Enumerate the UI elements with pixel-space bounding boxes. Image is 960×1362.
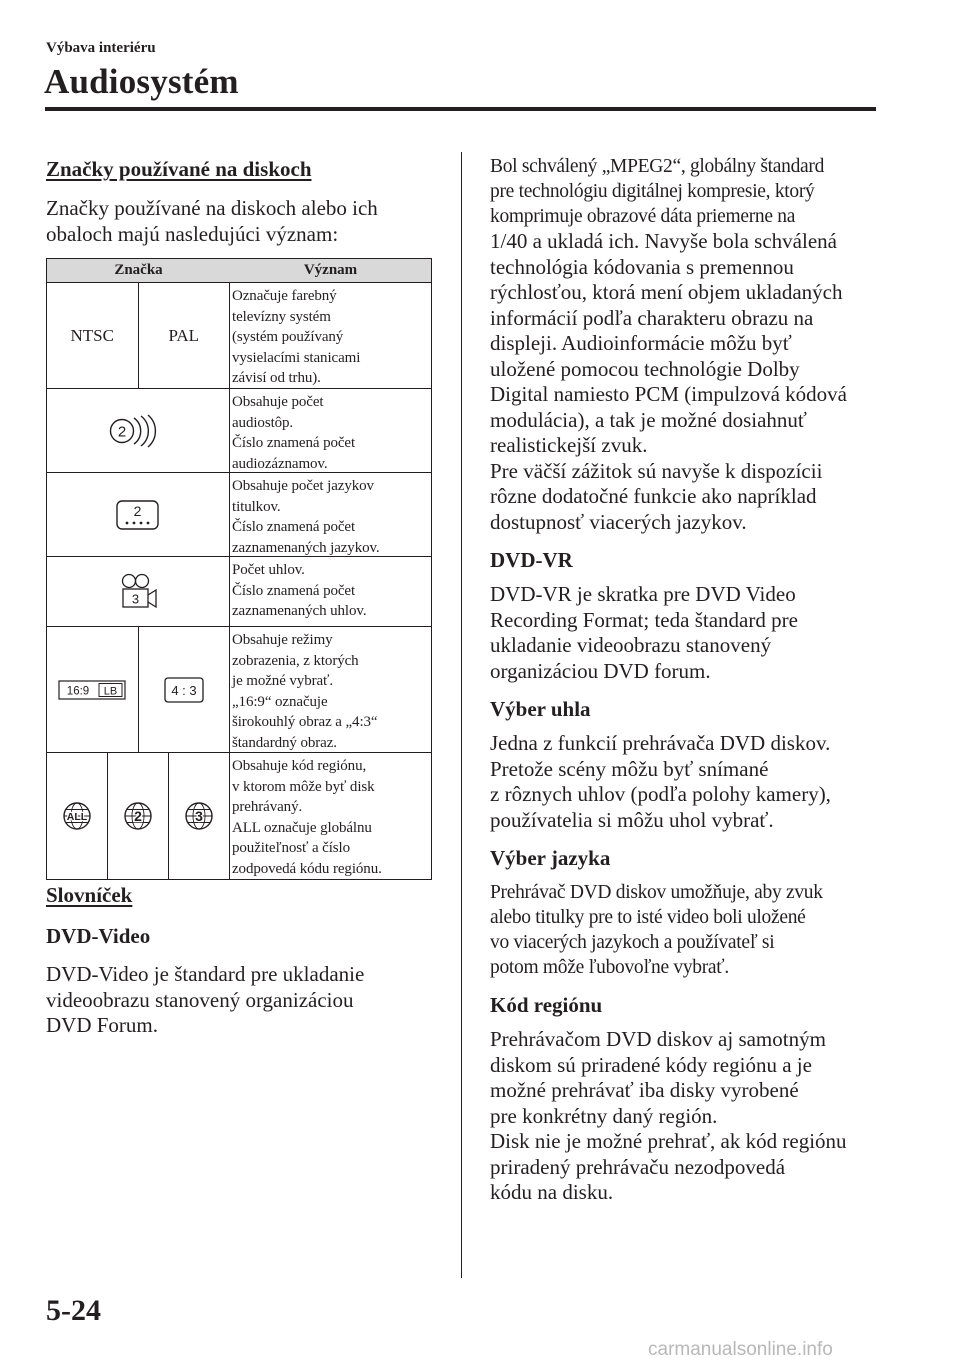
table-row <box>47 557 431 627</box>
region-text <box>490 1027 882 1206</box>
dvd-video-text <box>46 962 434 1039</box>
text-line: Číslo znamená počet <box>232 582 356 599</box>
text-line: je možné vybrať. <box>232 673 334 689</box>
marks-table <box>46 258 432 880</box>
text-line: Jedna z funkcií prehrávača DVD diskov. <box>490 731 831 755</box>
text-line: použiteľnosť a číslo <box>232 840 350 856</box>
text-line: Prehrávačom DVD diskov aj samotným <box>490 1027 826 1051</box>
svg-text:3: 3 <box>195 808 203 824</box>
dvd-vr-heading: DVD-VR <box>490 548 573 572</box>
text-line: širokouhlý obraz a „4:3“ <box>232 714 378 730</box>
pal-label: PAL <box>138 283 230 388</box>
text-line: Číslo znamená počet <box>232 519 356 535</box>
text-line: vo viacerých jazykoch a používateľ si <box>490 932 775 953</box>
text-line: Číslo znamená počet <box>232 435 356 451</box>
column-header-meaning: Význam <box>303 262 358 278</box>
text-line: audiozáznamov. <box>232 455 328 472</box>
section-label: Výbava interiéru <box>46 40 156 56</box>
svg-text:4 : 3: 4 : 3 <box>171 682 197 698</box>
widescreen-icon <box>47 627 138 752</box>
meaning-cell <box>230 283 431 388</box>
text-line: štandardný obraz. <box>232 734 337 751</box>
text-line: ukladanie videoobrazu stanovený <box>490 633 772 657</box>
table-row <box>47 283 431 389</box>
watermark: carmanualsonline.info <box>648 1339 833 1360</box>
text-line: zodpovedá kódu regiónu. <box>232 860 382 877</box>
text-line: Digital namiesto PCM (impulzová kódová <box>490 382 847 406</box>
text-line: televízny systém <box>232 308 331 325</box>
region-3-globe-icon <box>168 753 229 879</box>
right-column <box>490 154 882 1206</box>
page-title: Audiosystém <box>44 62 239 101</box>
text-line: Recording Format; teda štandard pre <box>490 607 798 632</box>
text-line: Obsahuje kód regiónu, <box>232 758 367 774</box>
text-line: Obsahuje počet jazykov <box>232 478 374 494</box>
dvd-video-heading: DVD-Video <box>46 924 151 948</box>
svg-text:2: 2 <box>133 502 142 519</box>
text-line: alebo titulky pre to isté video boli uložené <box>490 907 806 928</box>
table-row <box>47 627 431 753</box>
text-line: „16:9“ označuje <box>232 693 328 710</box>
text-line: realistickejší zvuk. <box>490 433 648 457</box>
table-header <box>47 259 431 283</box>
text-line: používatelia si môžu uhol vybrať. <box>490 807 774 832</box>
angle-heading: Výber uhla <box>490 697 591 721</box>
meaning-cell <box>230 557 431 626</box>
marks-heading: Značky používané na diskoch <box>46 157 312 181</box>
text-line: uložené pomocou technológie Dolby <box>490 356 800 381</box>
svg-text:2: 2 <box>134 808 142 824</box>
svg-text:3: 3 <box>131 591 140 606</box>
text-line: pre technológiu digitálnej kompresie, ktorý <box>490 181 815 202</box>
language-text <box>490 880 882 980</box>
angle-text <box>490 731 882 833</box>
table-row <box>47 389 431 473</box>
audio-tracks-icon <box>47 389 229 472</box>
camera-angles-icon <box>47 557 229 626</box>
region-all-globe-icon <box>47 753 107 879</box>
text-line: závisí od trhu). <box>232 370 321 386</box>
text-line: Disk nie je možné prehrať, ak kód regiónu <box>490 1129 847 1153</box>
text-line: Obsahuje režimy <box>232 632 333 648</box>
text-line: rôzne dodatočné funkcie ako napríklad <box>490 484 817 508</box>
text-line: technológia kódovania s premennou <box>490 254 794 279</box>
meaning-cell <box>230 753 431 879</box>
text-line: obaloch majú nasledujúci význam: <box>46 221 339 246</box>
text-line: modulácia), a tak je možné dosiahnuť <box>490 407 807 432</box>
text-line: potom môže ľubovoľne vybrať. <box>490 957 729 978</box>
mark-cell <box>47 389 230 472</box>
text-line: (systém používaný <box>232 329 344 345</box>
text-line: kódu na disku. <box>490 1180 614 1204</box>
text-line: rýchlosťou, ktorá mení objem ukladaných <box>490 280 843 304</box>
mark-cell <box>47 473 230 556</box>
text-line: vysielacími stanicami <box>232 349 361 366</box>
text-line: displeji. Audioinformácie môžu byť <box>490 331 792 355</box>
meaning-cell <box>230 473 431 556</box>
svg-text:16:9: 16:9 <box>67 685 90 697</box>
text-line: Bol schválený „MPEG2“, globálny štandard <box>490 156 825 177</box>
meaning-cell <box>230 627 431 752</box>
text-line: Počet uhlov. <box>232 562 305 578</box>
text-line: zaznamenaných uhlov. <box>232 603 367 619</box>
left-column <box>46 154 434 247</box>
mark-cell <box>47 557 230 626</box>
text-line: komprimuje obrazové dáta priemerne na <box>490 206 796 227</box>
text-line: Pretože scény môžu byť snímané <box>490 756 769 781</box>
text-line: Obsahuje počet <box>232 394 324 410</box>
svg-text:ALL: ALL <box>66 811 88 823</box>
text-line: možné prehrávať iba disky vyrobené <box>490 1078 799 1102</box>
text-line: v ktorom môže byť disk <box>232 778 375 795</box>
page-number: 5-24 <box>46 1294 101 1327</box>
text-line: titulkov. <box>232 498 281 515</box>
mpeg2-paragraph-cont <box>490 229 882 535</box>
text-line: zaznamenaných jazykov. <box>232 539 380 556</box>
text-line: Značky používané na diskoch alebo ich <box>46 196 378 220</box>
text-line: zobrazenia, z ktorých <box>232 652 359 669</box>
dvd-vr-text <box>490 582 882 684</box>
standard-screen-icon <box>138 627 230 752</box>
text-line: audiostôp. <box>232 414 294 431</box>
text-line: Označuje farebný <box>232 288 337 304</box>
mark-cell <box>47 627 230 752</box>
text-line: Prehrávač DVD diskov umožňuje, aby zvuk <box>490 882 823 903</box>
mark-cell <box>47 283 230 388</box>
marks-intro <box>46 196 434 247</box>
table-row <box>47 753 431 879</box>
text-line: videoobrazu stanovený organizáciou <box>46 987 354 1012</box>
table-row <box>47 473 431 557</box>
glossary-heading: Slovníček <box>46 883 133 907</box>
text-line: dostupnosť viacerých jazykov. <box>490 509 747 534</box>
mpeg2-paragraph <box>490 154 882 229</box>
text-line: Pre väčší zážitok sú navyše k dispozícii <box>490 458 823 483</box>
text-line: z rôznych uhlov (podľa polohy kamery), <box>490 782 831 806</box>
mark-cell <box>47 753 230 879</box>
svg-text:LB: LB <box>104 685 118 697</box>
region-2-globe-icon <box>107 753 168 879</box>
text-line: 1/40 a ukladá ich. Navyše bola schválená <box>490 229 837 253</box>
column-header-mark: Značka <box>114 262 163 278</box>
language-heading: Výber jazyka <box>490 846 611 870</box>
text-line: priradený prehrávaču nezodpovedá <box>490 1154 786 1179</box>
meaning-cell <box>230 389 431 472</box>
text-line: DVD-VR je skratka pre DVD Video <box>490 582 796 606</box>
svg-text:2: 2 <box>117 423 127 440</box>
text-line: DVD Forum. <box>46 1013 159 1037</box>
text-line: informácií podľa charakteru obrazu na <box>490 305 814 330</box>
subtitles-icon <box>47 473 229 556</box>
glossary-section <box>46 880 434 1039</box>
region-heading: Kód regiónu <box>490 993 603 1017</box>
text-line: prehrávaný. <box>232 799 303 815</box>
title-rule <box>45 107 876 111</box>
text-line: diskom sú priradené kódy regiónu a je <box>490 1052 812 1077</box>
text-line: organizáciou DVD forum. <box>490 658 711 683</box>
ntsc-label: NTSC <box>70 325 114 345</box>
text-line: DVD-Video je štandard pre ukladanie <box>46 962 365 986</box>
text-line: ALL označuje globálnu <box>232 819 372 836</box>
column-divider <box>461 152 462 1278</box>
text-line: pre konkrétny daný región. <box>490 1103 718 1128</box>
